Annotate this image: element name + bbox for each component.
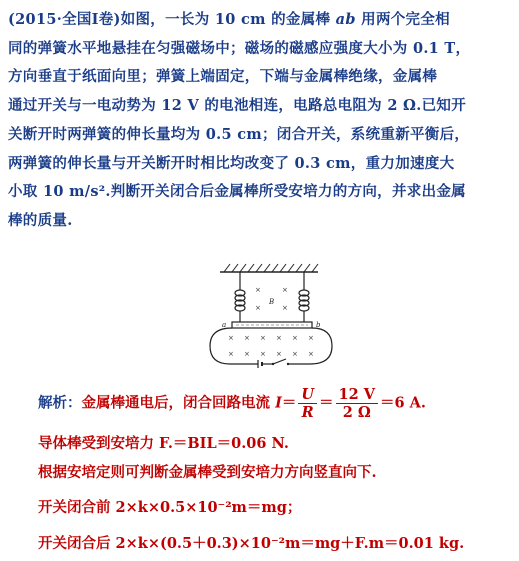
switch-contact-2 [287, 363, 289, 365]
circuit-wire-left [210, 328, 258, 364]
left-spring [235, 272, 245, 322]
ceiling-hatch [224, 264, 318, 272]
fraction-values [336, 386, 378, 421]
svg-text:×: × [244, 334, 250, 342]
solution-line-5: 开关闭合后 2×k×(0.5＋0.3)×10⁻²m＝mg＋F.m＝0.01 kg. [38, 535, 465, 552]
svg-text:×: × [276, 350, 282, 358]
svg-text:×: × [308, 334, 314, 342]
solution-line1-pre: 金属棒通电后，闭合回路电流 [81, 394, 276, 412]
svg-text:×: × [228, 350, 234, 358]
problem-line-8: 棒的质量. [8, 211, 73, 229]
problem-line-2: 同的弹簧水平地悬挂在匀强磁场中；磁场的磁感应强度大小为 0.1 T， [8, 39, 471, 57]
svg-text:×: × [308, 350, 314, 358]
solution-equals-2: ＝ [319, 394, 334, 412]
problem-line-1-ab: ab [335, 11, 356, 28]
svg-text:×: × [228, 334, 234, 342]
svg-text:×: × [244, 350, 250, 358]
problem-line-1-b: 用两个完全相 [355, 11, 450, 28]
svg-text:×: × [255, 304, 261, 312]
solution-equals: ＝ [281, 394, 297, 412]
svg-text:×: × [260, 334, 266, 342]
svg-text:×: × [292, 334, 298, 342]
svg-text:×: × [255, 286, 261, 294]
circuit-diagram [200, 260, 340, 380]
right-spring [299, 272, 309, 322]
fraction-values-den: 2 Ω [342, 404, 371, 421]
svg-text:×: × [260, 350, 266, 358]
problem-line-1 [8, 6, 513, 35]
solution-line-1 [38, 386, 426, 421]
fraction-ur-num: U [298, 386, 317, 404]
solution-current-symbol: I [275, 394, 282, 412]
problem-line-7: 小取 10 m/s².判断开关闭合后金属棒所受安培力的方向，并求出金属 [8, 183, 466, 201]
solution-line1-post: ＝6 A. [380, 394, 426, 412]
problem-line-4: 通过开关与一电动势为 12 V 的电池相连，电路总电阻为 2 Ω.已知开 [8, 97, 467, 115]
svg-text:×: × [282, 286, 288, 294]
problem-line-1-a: (2015·全国Ⅰ卷)如图，一长为 10 cm 的金属棒 [8, 11, 336, 28]
label-B: B [269, 298, 275, 306]
solution-line-3: 根据安培定则可判断金属棒受到安培力方向竖直向下. [38, 464, 377, 481]
fraction-ur-den: R [301, 404, 314, 421]
problem-line-5: 关断开时两弹簧的伸长量均为 0.5 cm；闭合开关，系统重新平衡后， [8, 125, 470, 143]
svg-text:×: × [292, 350, 298, 358]
problem-line-3: 方向垂直于纸面向里；弹簧上端固定，下端与金属棒绝缘，金属棒 [8, 68, 438, 86]
svg-text:×: × [282, 304, 288, 312]
fraction-values-num: 12 V [336, 386, 378, 404]
solution-line-2: 导体棒受到安培力 F.＝BIL＝0.06 N. [38, 435, 289, 452]
solution-label: 解析： [38, 394, 82, 412]
problem-line-6: 两弹簧的伸长量与开关断开时相比均改变了 0.3 cm，重力加速度大 [8, 154, 455, 172]
label-b: b [316, 321, 321, 329]
fraction-ur [298, 386, 317, 421]
solution-line-4: 开关闭合前 2×k×0.5×10⁻²m＝mg； [38, 499, 302, 516]
circuit-figure [200, 260, 340, 380]
problem-text [8, 6, 513, 236]
svg-text:×: × [276, 334, 282, 342]
label-a: a [222, 321, 227, 329]
switch-lever [273, 359, 286, 364]
